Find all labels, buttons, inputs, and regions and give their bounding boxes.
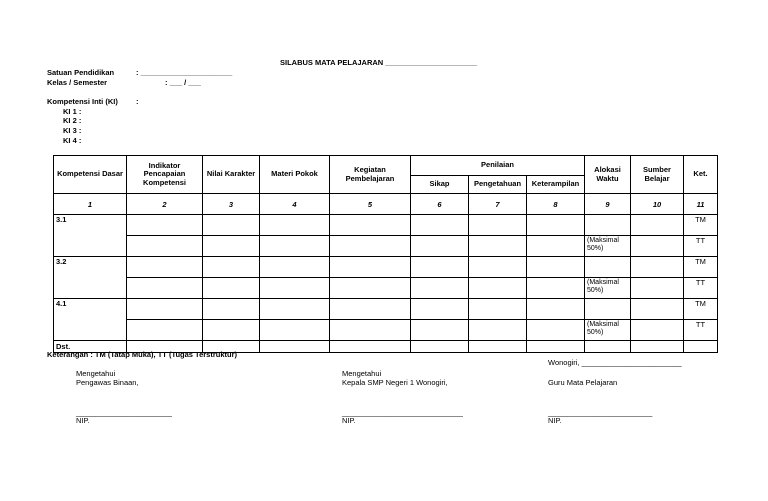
sig2-line2: Kepala SMP Negeri 1 Wonogiri, [342,378,448,387]
header-kegiatan: Kegiatan Pembelajaran [330,156,411,194]
table-row [54,215,718,236]
column-number: 5 [330,194,411,215]
signature-line: _____________________________ [342,408,463,417]
ki-item: KI 1 : [63,107,82,116]
nip-label: NIP. [548,416,562,425]
alokasi-cell: (Maksimal 50%) [585,236,631,257]
ki-item: KI 2 : [63,116,82,125]
nip-label: NIP. [342,416,356,425]
header-sumber: Sumber Belajar [631,156,684,194]
header-kompetensi-dasar: Kompetensi Dasar [54,156,127,194]
satuan-value: : ______________________ [136,68,233,77]
column-number: 11 [684,194,718,215]
kd-cell: 4.1 [54,299,127,341]
ket-cell: TT [684,236,718,257]
ket-cell: TM [684,215,718,236]
column-number: 7 [469,194,527,215]
ket-cell: TT [684,278,718,299]
document-title: SILABUS MATA PELAJARAN ______________________ [280,58,478,67]
header-ket: Ket. [684,156,718,194]
signature-line: _________________________ [548,408,653,417]
header-keterampilan: Keterampilan [527,176,585,194]
table-row [54,320,718,341]
alokasi-cell: (Maksimal 50%) [585,320,631,341]
table-row [54,299,718,320]
kelas-label: Kelas / Semester [47,78,108,87]
sig3-line2: Guru Mata Pelajaran [548,378,618,387]
column-number: 8 [527,194,585,215]
header-nilai-karakter: Nilai Karakter [203,156,260,194]
alokasi-cell [585,257,631,278]
header-indikator: Indikator Pencapaian Kompetensi [127,156,203,194]
ket-cell: TM [684,299,718,320]
satuan-label: Satuan Pendidikan [47,68,115,77]
header-pengetahuan: Pengetahuan [469,176,527,194]
signature-line: _______________________ [76,408,172,417]
header-materi-pokok: Materi Pokok [260,156,330,194]
ki-item: KI 3 : [63,126,82,135]
column-number-row [54,194,718,215]
syllabus-table [53,155,718,353]
keterangan: Keterangan : TM (Tatap Muka), TT (Tugas Terstruktur) [47,350,238,359]
dst-cell: Dst. [54,341,127,353]
table-row [54,236,718,257]
sig2-line1: Mengetahui [342,369,382,378]
column-number: 2 [127,194,203,215]
alokasi-cell [585,299,631,320]
header-sikap: Sikap [411,176,469,194]
ket-cell: TT [684,320,718,341]
header-alokasi: Alokasi Waktu [585,156,631,194]
header-penilaian: Penilaian [411,156,585,176]
column-number: 1 [54,194,127,215]
sig1-line1: Mengetahui [76,369,116,378]
kelas-value: : ___ / ___ [165,78,201,87]
sig1-line2: Pengawas Binaan, [76,378,139,387]
column-number: 10 [631,194,684,215]
kd-cell: 3.1 [54,215,127,257]
column-number: 4 [260,194,330,215]
ki-colon: : [136,97,139,106]
column-number: 9 [585,194,631,215]
ki-item: KI 4 : [63,136,82,145]
ket-cell: TM [684,257,718,278]
column-number: 3 [203,194,260,215]
nip-label: NIP. [76,416,90,425]
alokasi-cell: (Maksimal 50%) [585,278,631,299]
alokasi-cell [585,215,631,236]
table-row [54,278,718,299]
kd-cell: 3.2 [54,257,127,299]
ki-label: Kompetensi Inti (KI) [47,97,118,106]
place-date: Wonogiri, ________________________ [548,358,682,367]
column-number: 6 [411,194,469,215]
table-row [54,257,718,278]
